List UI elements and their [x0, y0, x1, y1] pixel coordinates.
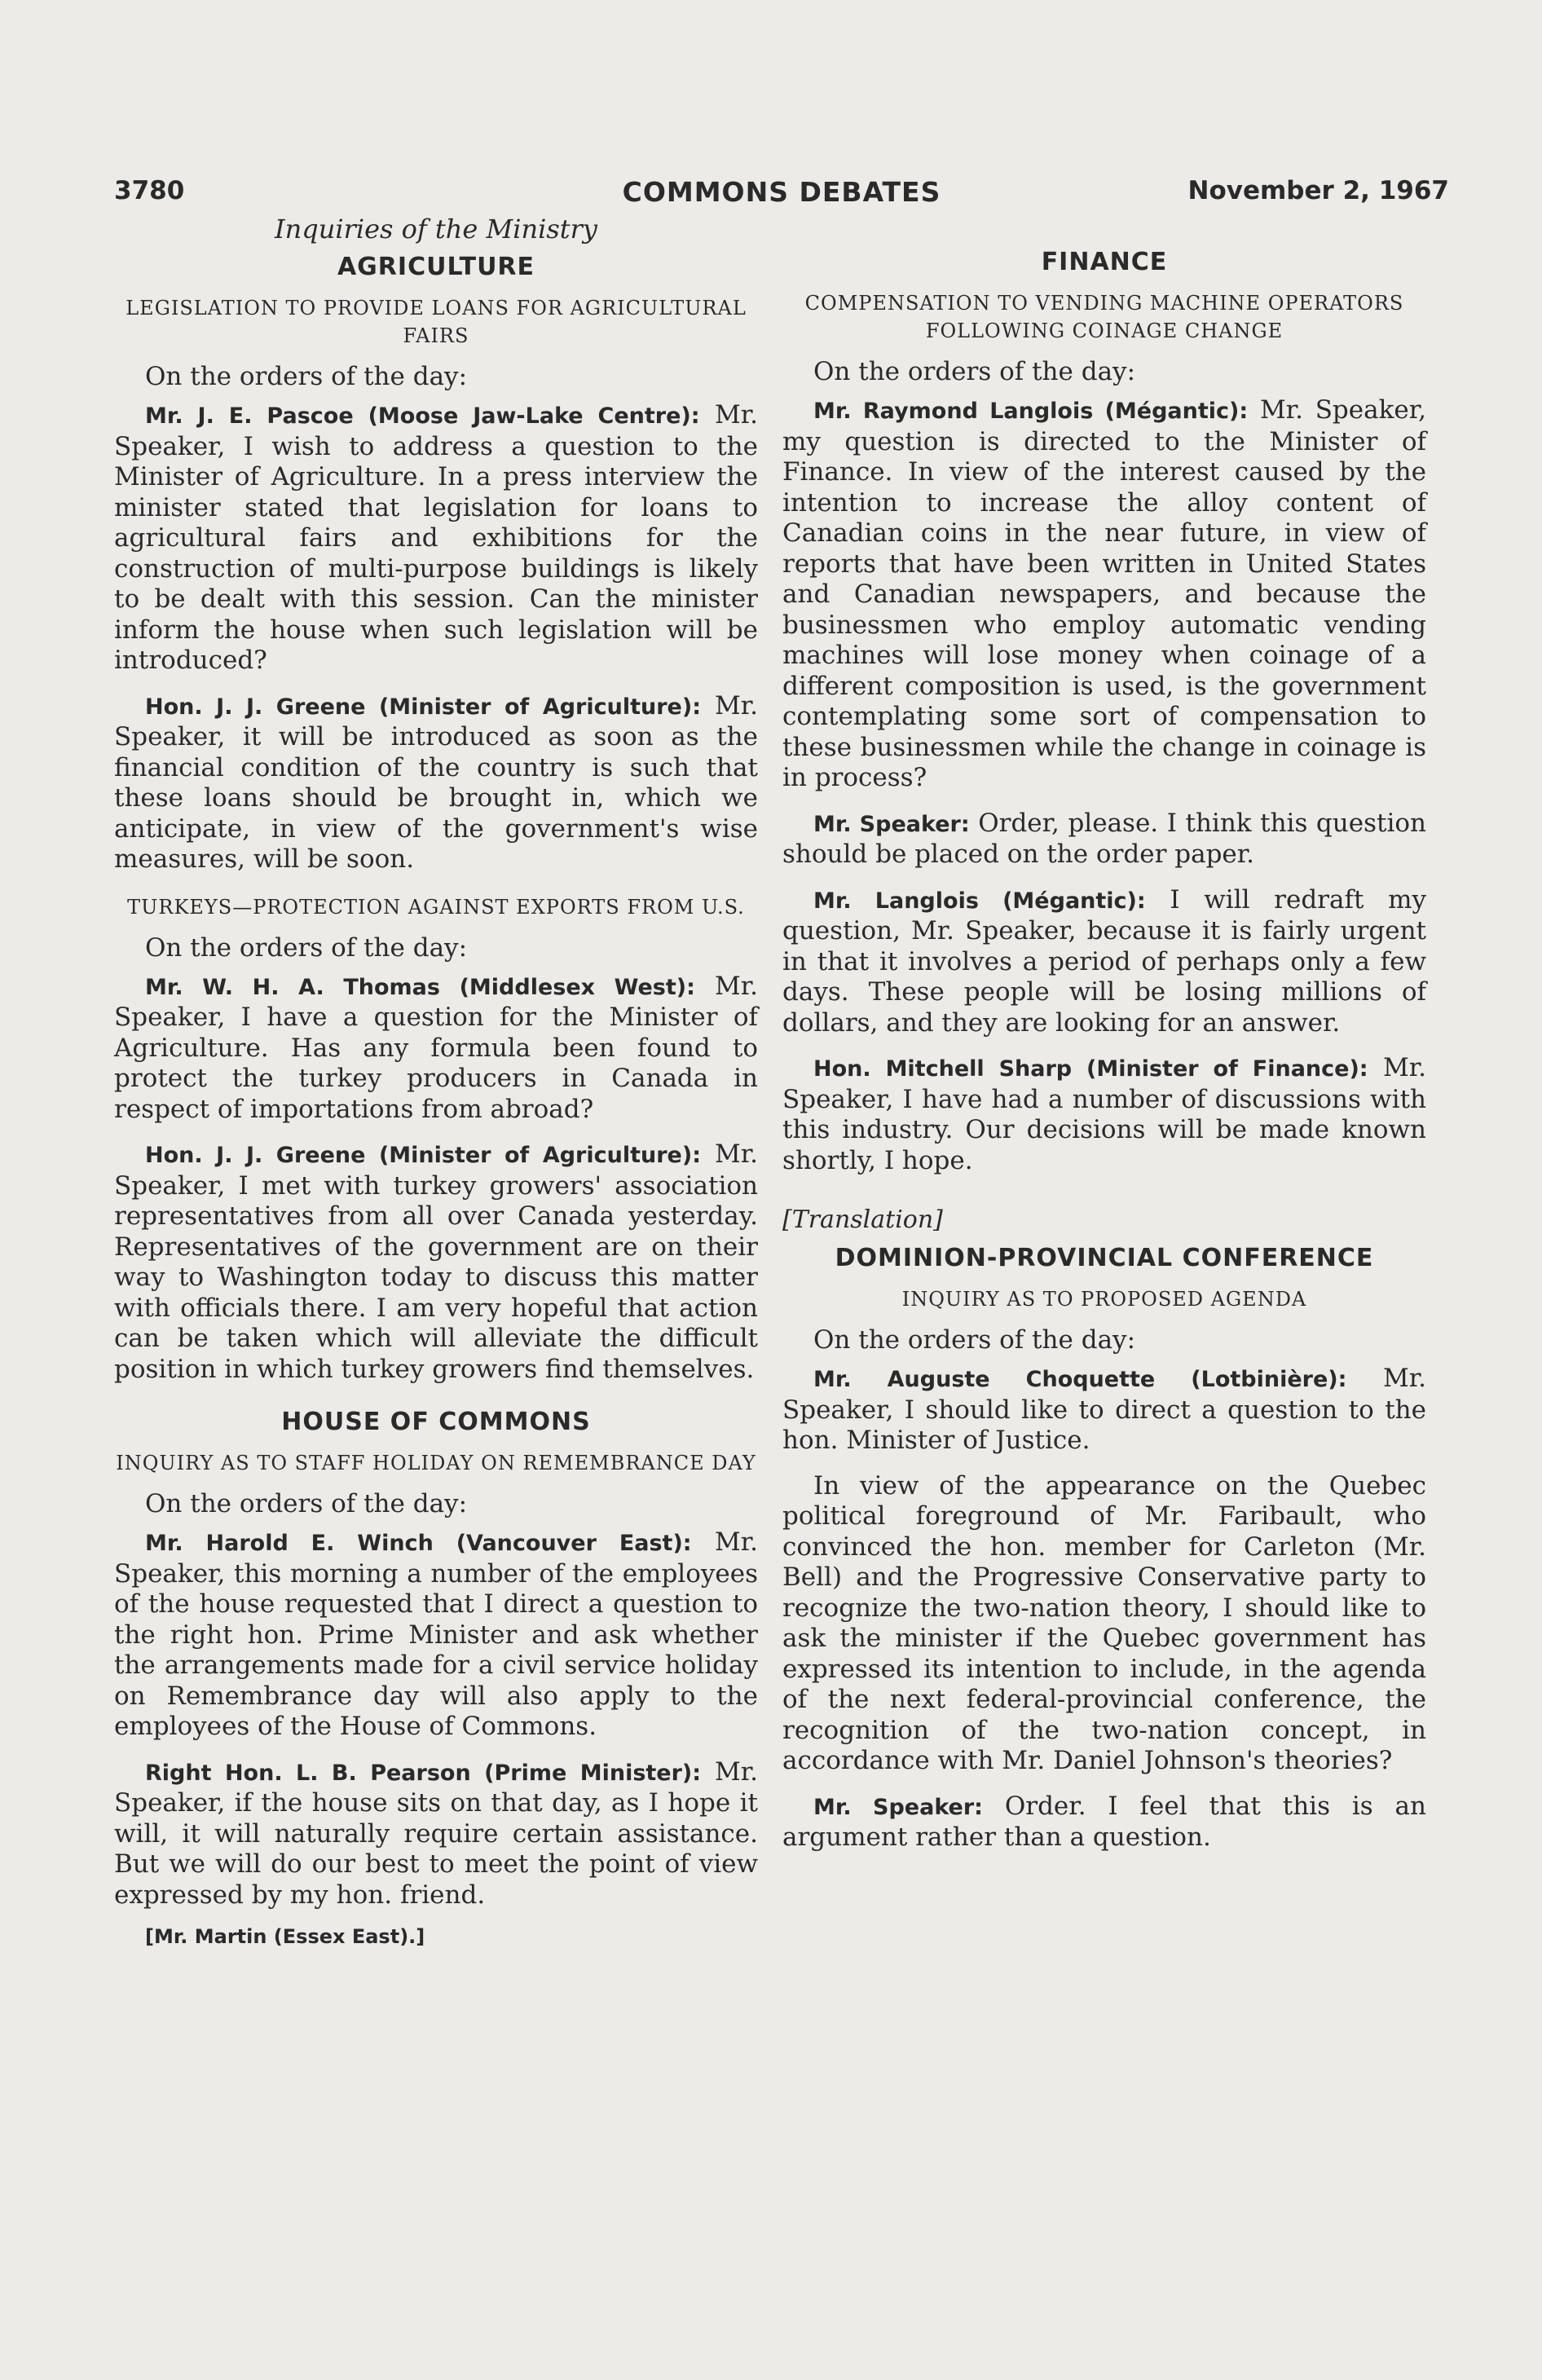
turkeys-subheading: TURKEYS—PROTECTION AGAINST EXPORTS FROM U.S.	[127, 895, 745, 919]
speech-text: Mr. Speaker, I should like to direct a question to the hon. Minister of Justice.	[782, 1364, 1426, 1455]
speaker-name: Mr. Speaker:	[813, 811, 970, 837]
speaker-name: Hon. J. J. Greene (Minister of Agriculture):	[145, 694, 701, 720]
staff-holiday-subheading: INQUIRY AS TO STAFF HOLIDAY ON REMEMBRANCE DAY	[116, 1452, 756, 1474]
speaker-name: Hon. Mitchell Sharp (Minister of Finance):	[813, 1056, 1368, 1082]
speech-text: Mr. Speaker, it will be introduced as soon as the financial condition of the country is such that these loans should be brought in, which we anticipate, in view of the government's wise measures, will be soon.	[114, 690, 758, 874]
speaker-name: Mr. Langlois (Mégantic):	[813, 888, 1146, 914]
speech-paragraph	[114, 972, 758, 1126]
right-column	[782, 248, 1426, 1868]
speech-text: Mr. Speaker, I have a question for the Minister of Agriculture. Has any formula been found to protect the turkey producers in Canada in respect of importations from abroad?	[114, 971, 758, 1124]
speech-paragraph	[782, 1364, 1426, 1457]
speaker-name: Mr. Raymond Langlois (Mégantic):	[813, 399, 1249, 424]
speaker-name: Hon. J. J. Greene (Minister of Agriculture):	[145, 1143, 701, 1168]
speaker-name: Mr. W. H. A. Thomas (Middlesex West):	[145, 974, 695, 1000]
speech-text: Mr. Speaker, I have had a number of discussions with this industry. Our decisions will be made known shortly, I hope.	[782, 1053, 1427, 1175]
vending-subheading: COMPENSATION TO VENDING MACHINE OPERATORS FOLLOWING COINAGE CHANGE	[804, 292, 1404, 342]
speaker-name: Mr. Auguste Choquette (Lotbinière):	[813, 1367, 1347, 1392]
publication-date: November 2, 1967	[1187, 176, 1449, 205]
speech-text: Order. I feel that this is an argument rather than a question.	[782, 1791, 1426, 1852]
house-of-commons-heading: HOUSE OF COMMONS	[281, 1408, 591, 1436]
speech-paragraph	[114, 1757, 758, 1911]
translation-note: [Translation]	[782, 1205, 943, 1234]
speech-paragraph	[782, 1053, 1426, 1176]
finance-heading: FINANCE	[1041, 248, 1168, 276]
orders-of-the-day: On the orders of the day:	[813, 357, 1136, 386]
section-title: Inquiries of the Ministry	[275, 214, 597, 245]
left-column	[114, 214, 758, 1948]
speech-paragraph	[782, 885, 1426, 1039]
page-header	[114, 176, 1449, 209]
speech-text: Mr. Speaker, if the house sits on that day, as I hope it will, it will naturally require certain assistance. But we will do our best to meet the point of view expressed by my hon. friend.	[114, 1756, 758, 1910]
orders-of-the-day: On the orders of the day:	[145, 362, 468, 391]
speech-paragraph	[782, 809, 1426, 870]
publication-title: COMMONS DEBATES	[622, 176, 941, 208]
speech-paragraph	[114, 1139, 758, 1385]
speaker-name: Right Hon. L. B. Pearson (Prime Minister):	[145, 1760, 702, 1786]
agriculture-heading: AGRICULTURE	[337, 253, 535, 281]
dominion-provincial-heading: DOMINION-PROVINCIAL CONFERENCE	[835, 1244, 1374, 1272]
speech-text: Mr. Speaker, this morning a number of the employees of the house requested that I direct a question to the right hon. Prime Minister and ask whether the arrangements made for a civil service holiday on Remembrance day will also apply to the employees of the House of Commons.	[114, 1527, 758, 1741]
speaker-note: [Mr. Martin (Essex East).]	[145, 1925, 425, 1948]
speech-paragraph	[782, 1792, 1426, 1853]
orders-of-the-day: On the orders of the day:	[145, 1489, 468, 1518]
agenda-subheading: INQUIRY AS TO PROPOSED AGENDA	[901, 1288, 1307, 1311]
speech-text: Order, please. I think this question should be placed on the order paper.	[782, 808, 1427, 869]
speech-paragraph	[114, 1527, 758, 1743]
speech-text: I will redraft my question, Mr. Speaker, because it is fairly urgent in that it involves a period of perhaps only a few days. These people will be losing millions of dollars, and they are looking for an answer.	[782, 884, 1426, 1038]
orders-of-the-day: On the orders of the day:	[145, 932, 468, 963]
speaker-name: Mr. Harold E. Winch (Vancouver East):	[145, 1531, 692, 1556]
speech-paragraph	[782, 395, 1426, 794]
speech-paragraph: In view of the appearance on the Quebec political foreground of Mr. Faribault, who convinced the hon. member for Carleton (Mr. Bell) and the Progressive Conservative party to recognize the two-nation theory, I should like to ask the minister if the Quebec government has expressed its intention to include, in the agenda of the next federal-provincial conference, the recognition of the two-nation concept, in accordance with Mr. Daniel Johnson's theories?	[782, 1470, 1426, 1775]
speaker-name: Mr. J. E. Pascoe (Moose Jaw-Lake Centre):	[145, 403, 700, 429]
speech-text: Mr. Speaker, my question is directed to the Minister of Finance. In view of the interest caused by the intention to increase the alloy content of Canadian coins in the near future, in view of reports that have been written in United States and Canadian newspapers, and because the businessmen who employ automatic vending machines will lose money when coinage of a different composition is used, is the government contemplating some sort of compensation to these businessmen while the change in coinage is in process?	[782, 395, 1427, 792]
speech-paragraph	[114, 691, 758, 875]
orders-of-the-day: On the orders of the day:	[813, 1325, 1136, 1355]
speech-text: Mr. Speaker, I wish to address a question to the Minister of Agriculture. In a press interview the minister stated that legislation for loans to agricultural fairs and exhibitions for the construction of multi-purpose buildings is likely to be dealt with this session. Can the minister inform the house when such legislation will be introduced?	[114, 400, 758, 675]
speech-text: Mr. Speaker, I met with turkey growers' association representatives from all over Canada yesterday. Representatives of the government are on their way to Washington today to discuss this matter with officials there. I am very hopeful that action can be taken which will alleviate the difficult position in which turkey growers find themselves.	[114, 1139, 758, 1384]
speech-paragraph	[114, 400, 758, 677]
page-number: 3780	[114, 176, 185, 205]
loans-subheading: LEGISLATION TO PROVIDE LOANS FOR AGRICULTURAL FAIRS	[126, 297, 747, 347]
speaker-name: Mr. Speaker:	[813, 1794, 983, 1820]
